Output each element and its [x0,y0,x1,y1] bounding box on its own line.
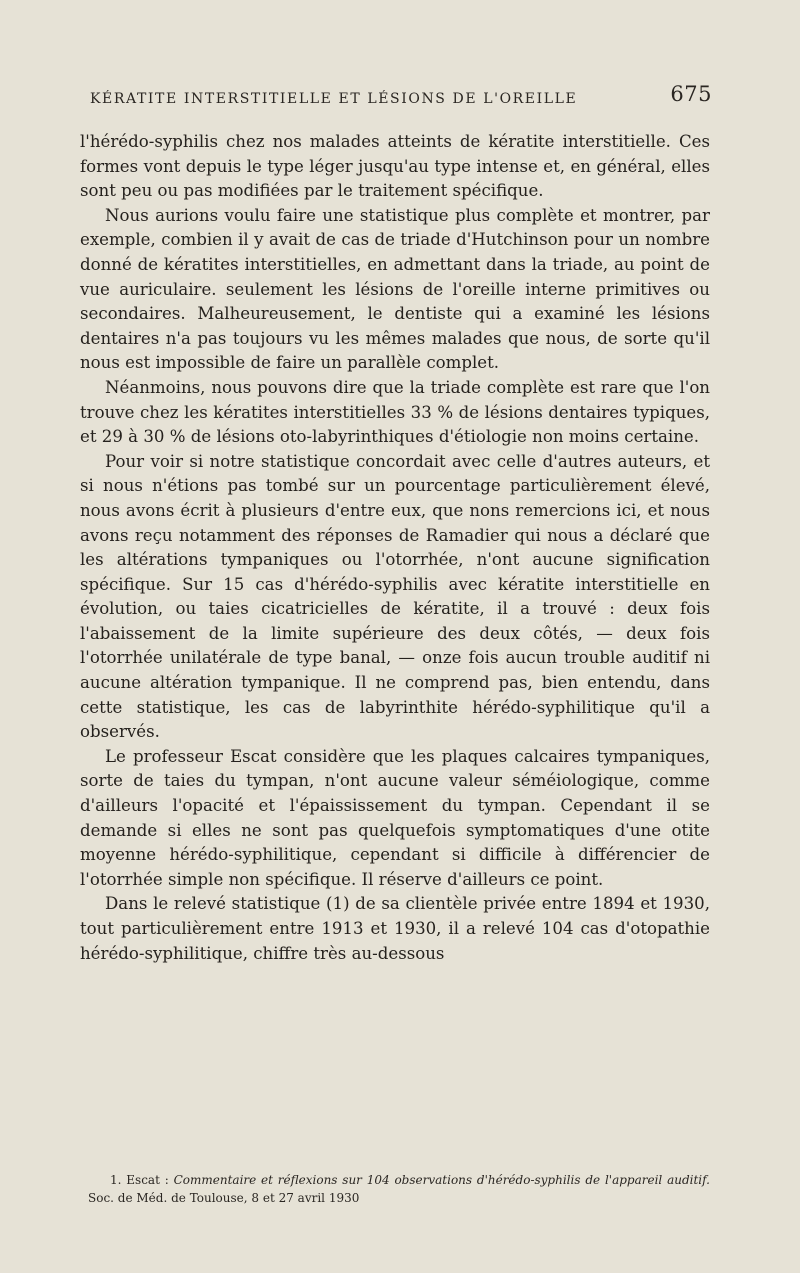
page-number: 675 [670,82,712,106]
paragraph-statistics: Nous aurions voulu faire une statistique plus complète et montrer, par exemple, combien il y avait de cas de triade d'Hutchinson pour un nombre donné de kératites interstitielles, en admettant dans la triade, au point de vue auriculaire. seulement les lésions de l'oreille interne primitives ou secondaires. Malheureusement, le dentiste qui a examiné les lésions dentaires n'a pas toujours vu les mêmes malades que nous, de sorte qu'il nous est impossible de faire un parallèle complet. [80,205,710,373]
footnote-author: Escat : [126,1173,169,1187]
footnotes [88,1172,710,1207]
paragraph-escat: Le professeur Escat considère que les plaques calcaires tympaniques, sorte de taies du tympan, n'ont aucune valeur séméiologique, comme d'ailleurs l'opacité et l'épaississement du tympan. Cependant il se demande si elles ne sont pas quelquefois symptomatiques d'une otite moyenne hérédo-syphilitique, cependant si difficile à différencier de l'otorrhée simple non spécifique. Il réserve d'ailleurs ce point. [80,746,710,889]
footnote-1 [88,1172,710,1207]
paragraph-triade: Néanmoins, nous pouvons dire que la triade complète est rare que l'on trouve chez les kératites interstitielles 33 % de lésions dentaires typiques, et 29 à 30 % de lésions oto-labyrinthiques d'étiologie non moins certaine. [80,377,710,447]
footnote-source: Soc. de Méd. de Toulouse, 8 et 27 avril 1930 [88,1190,360,1205]
paragraph-releve: Dans le relevé statistique (1) de sa clientèle privée entre 1894 et 1930, tout particulièrement entre 1913 et 1930, il a relevé 104 cas d'otopathie hérédo-syphilitique, chiffre très au-dessous [80,894,710,963]
running-header [90,82,712,107]
footnote-marker: 1. [110,1173,122,1187]
body-text [80,130,710,966]
running-title: KÉRATITE INTERSTITIELLE ET LÉSIONS DE L'OREILLE [90,91,578,107]
footnote-title: Commentaire et réflexions sur 104 observations d'hérédo-syphilis de l'appareil auditif. [173,1173,710,1187]
paragraph-ramadier: Pour voir si notre statistique concordait avec celle d'autres auteurs, et si nous n'étions pas tombé sur un pourcentage particulièrement élevé, nous avons écrit à plusieurs d'entre eux, que nons remercions ici, et nous avons reçu notamment des réponses de Ramadier qui nous a déclaré que les altérations tympaniques ou l'otorrhée, n'ont aucune signification spécifique. Sur 15 cas d'hérédo-syphilis avec kératite interstitielle en évolution, ou taies cicatricielles de kératite, il a trouvé : deux fois l'abaissement de la limite supérieure des deux côtés, — deux fois l'otorrhée unilatérale de type banal, — onze fois aucun trouble auditif ni aucune altération tympanique. Il ne comprend pas, bien entendu, dans cette statistique, les cas de labyrinthite hérédo-syphilitique qu'il a observés. [80,451,710,742]
paragraph-continued: l'hérédo-syphilis chez nos malades atteints de kératite interstitielle. Ces formes vont depuis le type léger jusqu'au type intense et, en général, elles sont peu ou pas modifiées par le traitement spécifique. [80,132,710,201]
